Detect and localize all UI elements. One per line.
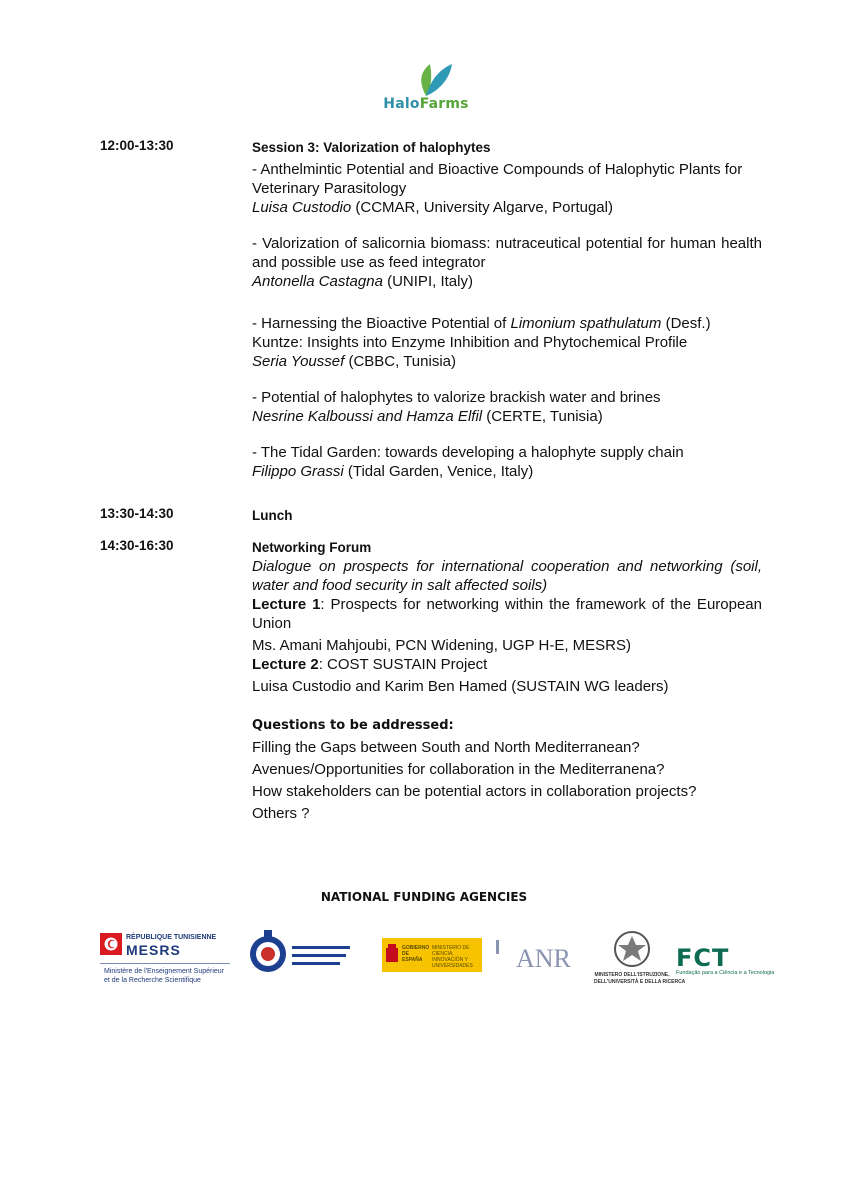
session3-time: 12:00-13:30 [100, 138, 174, 153]
question-item: Others ? [252, 805, 310, 822]
lunch-content [252, 506, 762, 528]
fct-name: Fundação para a Ciência e a Tecnologia [676, 970, 775, 976]
funding-heading: NATIONAL FUNDING AGENCIES [320, 890, 528, 904]
mesrs-line2: et de la Recherche Scientifique [104, 977, 201, 984]
forum-subtitle: Dialogue on prospects for international cooperation and networking (soil, water and food security in salt affected soils) [252, 558, 762, 594]
lecture-2 [252, 655, 762, 674]
speaker-affiliation: (Tidal Garden, Venice, Italy) [343, 463, 534, 480]
logo-text [378, 96, 474, 112]
forum-time: 14:30-16:30 [100, 538, 174, 553]
talk-speaker [252, 198, 762, 217]
forum-content [252, 538, 762, 823]
logo-farms: Farms [419, 96, 469, 112]
spain-coat-of-arms-icon [385, 944, 399, 964]
fct-logo [676, 930, 775, 990]
mesrs-acronym: MESRS [126, 942, 181, 958]
lunch-title: Lunch [252, 508, 293, 523]
leaf-icon [378, 56, 474, 98]
talk-title: - Potential of halophytes to valorize brackish water and brines [252, 389, 661, 406]
talk-4 [252, 388, 762, 426]
italy-ministry-logo [594, 930, 686, 990]
lecture-1-text: : Prospects for networking within the framework of the European Union [252, 596, 762, 632]
talk-title: - The Tidal Garden: towards developing a halophyte supply chain [252, 444, 684, 461]
academy-logo [246, 930, 356, 990]
lecture-2-speaker: Luisa Custodio and Karim Ben Hamed (SUSTAIN WG leaders) [252, 678, 669, 695]
talk-1 [252, 160, 762, 217]
question-item: How stakeholders can be potential actors in collaboration projects? [252, 783, 697, 800]
italy-line2: DELL'UNIVERSITÀ E DELLA RICERCA [594, 979, 686, 985]
italy-line1: MINISTERO DELL'ISTRUZIONE, [594, 972, 670, 978]
lunch-time: 13:30-14:30 [100, 506, 174, 521]
lecture-2-label: Lecture 2 [252, 656, 319, 673]
academy-text-line [292, 946, 350, 949]
talk-title-pre: - Harnessing the Bioactive Potential of [252, 315, 511, 332]
tunisia-flag-icon [100, 933, 122, 955]
anr-mark [496, 940, 499, 954]
speaker-affiliation: (CBBC, Tunisia) [344, 353, 456, 370]
question-item: Avenues/Opportunities for collaboration in the Mediterranena? [252, 761, 665, 778]
academy-emblem-icon [246, 930, 290, 974]
academy-text-line [292, 954, 346, 957]
speaker-name: Luisa Custodio [252, 199, 352, 216]
spain-gob: GOBIERNO DE ESPAÑA [402, 945, 430, 963]
speaker-affiliation: (CERTE, Tunisia) [482, 408, 603, 425]
mesrs-logo [100, 930, 230, 990]
lecture-1 [252, 595, 762, 633]
talk-title-species: Limonium spathulatum [510, 315, 662, 332]
halofarms-logo [378, 56, 474, 122]
speaker-affiliation: (CCMAR, University Algarve, Portugal) [351, 199, 613, 216]
mesrs-country: RÉPUBLIQUE TUNISIENNE [126, 934, 217, 941]
speaker-affiliation: (UNIPI, Italy) [382, 273, 473, 290]
spain-ministry: MINISTERIO DE CIENCIA, INNOVACIÓN Y UNIVERSIDADES [432, 945, 473, 969]
talk-3 [252, 314, 762, 371]
mesrs-divider [100, 963, 230, 964]
questions-heading: Questions to be addressed: [252, 718, 454, 733]
speaker-name: Seria Youssef [252, 353, 345, 370]
fct-acronym: FCT [676, 944, 730, 972]
logo-halo: Halo [383, 96, 420, 112]
forum-title: Networking Forum [252, 540, 372, 555]
lecture-2-text: : COST SUSTAIN Project [318, 656, 488, 673]
talk-title-post: (Desf.) Kuntze: Insights into Enzyme Inhibition and Phytochemical Profile [252, 315, 711, 351]
session3-title: Session 3: Valorization of halophytes [252, 140, 491, 155]
speaker-name: Filippo Grassi [252, 463, 344, 480]
talk-5 [252, 443, 762, 481]
talk-speaker [252, 407, 762, 426]
talk-speaker [252, 272, 762, 291]
lecture-1-label: Lecture 1 [252, 596, 321, 613]
academy-text-line [292, 962, 340, 965]
lecture-1-speaker: Ms. Amani Mahjoubi, PCN Widening, UGP H-E, MESRS) [252, 637, 632, 654]
talk-title [252, 314, 762, 352]
talk-2 [252, 234, 762, 291]
anr-text: ANR [516, 944, 571, 973]
anr-logo [496, 930, 586, 990]
speaker-name: Antonella Castagna [252, 273, 383, 290]
talk-speaker [252, 462, 762, 481]
talk-title: - Valorization of salicornia biomass: nutraceutical potential for human health and possible use as feed integrator [252, 235, 762, 271]
speaker-name: Nesrine Kalboussi and Hamza Elfil [252, 408, 483, 425]
talk-title: - Anthelmintic Potential and Bioactive Compounds of Halophytic Plants for Veterinary Parasitology [252, 161, 743, 197]
session3-content [252, 138, 762, 481]
mesrs-line1: Ministère de l'Enseignement Supérieur [104, 968, 225, 975]
italy-emblem-icon [613, 930, 651, 968]
question-item: Filling the Gaps between South and North Mediterranean? [252, 739, 640, 756]
talk-speaker [252, 352, 762, 371]
spain-ministry-logo [382, 930, 482, 990]
